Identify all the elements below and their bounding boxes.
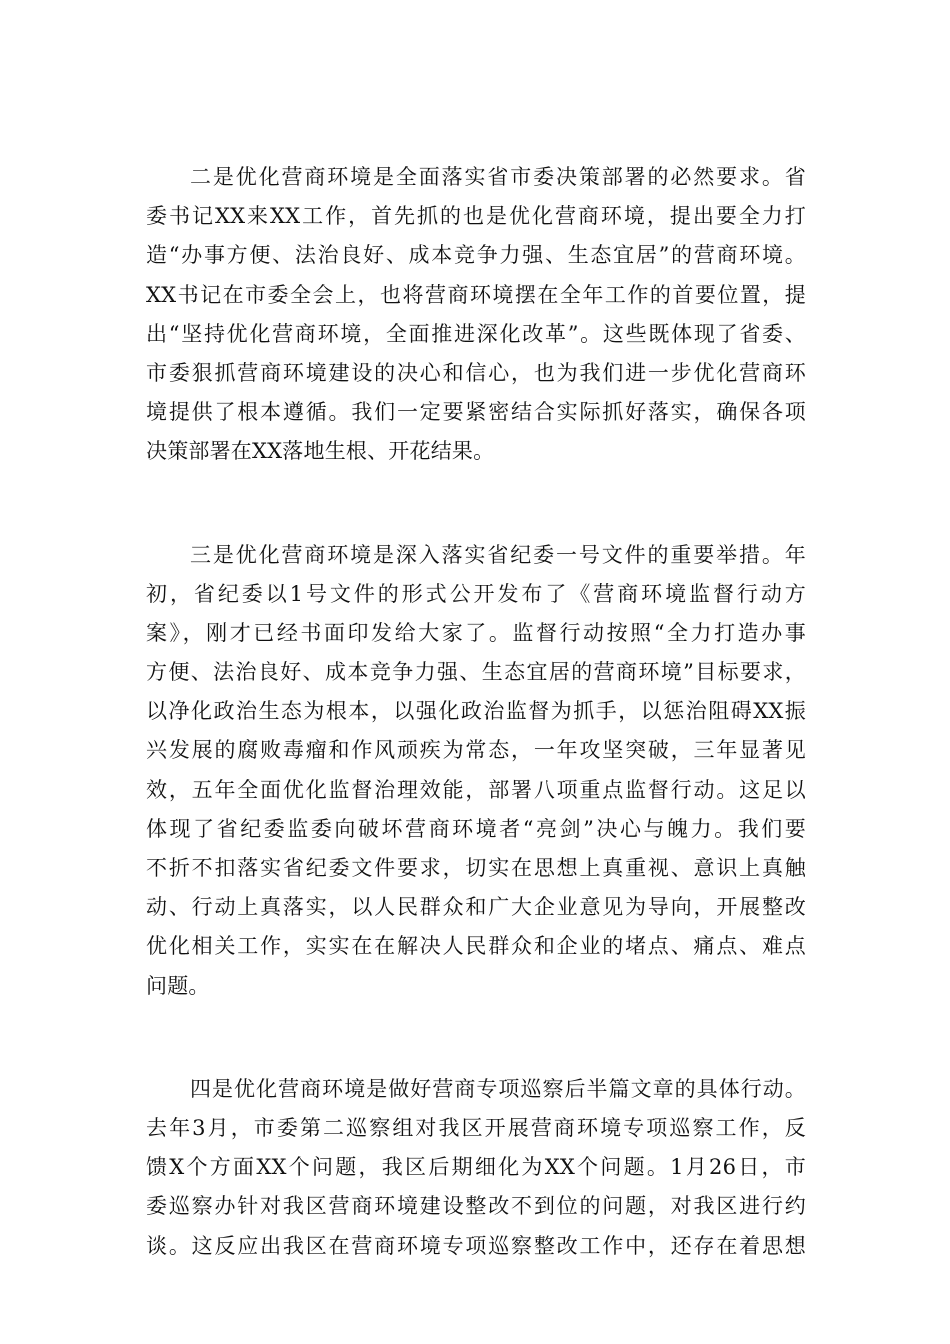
paragraph-spacer [146, 1006, 806, 1070]
text-line: 委书记XX来XX工作，首先抓的也是优化营商环境，提出要全力打 [146, 204, 806, 229]
text-line: 效，五年全面优化监督治理效能，部署八项重点监督行动。这足以 [146, 777, 806, 802]
text-line: 案》，刚才已经书面印发给大家了。监督行动按照“全力打造办事 [146, 620, 806, 645]
text-line: XX书记在市委全会上，也将营商环境摆在全年工作的首要位置，提 [146, 282, 806, 307]
text-line: 谈。这反应出我区在营商环境专项巡察整改工作中，还存在着思想 [146, 1233, 806, 1258]
text-line: 委巡察办针对我区营商环境建设整改不到位的问题，对我区进行约 [146, 1194, 806, 1219]
text-line: 造“办事方便、法治良好、成本竞争力强、生态宜居”的营商环境。 [146, 243, 806, 268]
text-line: 问题。 [146, 973, 210, 998]
text-line: 出“坚持优化营商环境，全面推进深化改革”。这些既体现了省委、 [146, 321, 806, 346]
paragraph-spacer [146, 472, 806, 536]
text-line: 四是优化营商环境是做好营商专项巡察后半篇文章的具体行动。 [190, 1076, 806, 1101]
text-line: 境提供了根本遵循。我们一定要紧密结合实际抓好落实，确保各项 [146, 400, 806, 425]
text-line: 兴发展的腐败毒瘤和作风顽疾为常态，一年攻坚突破，三年显著见 [146, 738, 806, 763]
paragraph-4 [146, 1070, 806, 1266]
text-line: 决策部署在XX落地生根、开花结果。 [146, 439, 495, 464]
document-body [146, 158, 806, 1266]
text-line: 去年3月，市委第二巡察组对我区开展营商环境专项巡察工作，反 [146, 1115, 806, 1140]
text-line: 不折不扣落实省纪委文件要求，切实在思想上真重视、意识上真触 [146, 856, 806, 880]
text-line: 馈X个方面XX个问题，我区后期细化为XX个问题。1月26日，市 [146, 1155, 807, 1180]
text-line: 市委狠抓营商环境建设的决心和信心，也为我们进一步优化营商环 [146, 360, 806, 385]
text-line: 二是优化营商环境是全面落实省市委决策部署的必然要求。省 [190, 165, 806, 189]
text-line: 动、行动上真落实，以人民群众和广大企业意见为导向，开展整改 [146, 895, 806, 920]
text-line: 优化相关工作，实实在在解决人民群众和企业的堵点、痛点、难点 [146, 934, 806, 959]
text-line: 方便、法治良好、成本竞争力强、生态宜居的营商环境”目标要求， [146, 660, 806, 685]
text-line: 以净化政治生态为根本，以强化政治监督为抓手，以惩治阻碍XX振 [146, 699, 806, 724]
paragraph-3 [146, 536, 806, 1006]
text-line: 体现了省纪委监委向破坏营商环境者“亮剑”决心与魄力。我们要 [146, 816, 806, 841]
paragraph-2 [146, 158, 806, 472]
text-line: 三是优化营商环境是深入落实省纪委一号文件的重要举措。年 [190, 542, 806, 567]
text-line: 初，省纪委以1号文件的形式公开发布了《营商环境监督行动方 [146, 581, 806, 606]
